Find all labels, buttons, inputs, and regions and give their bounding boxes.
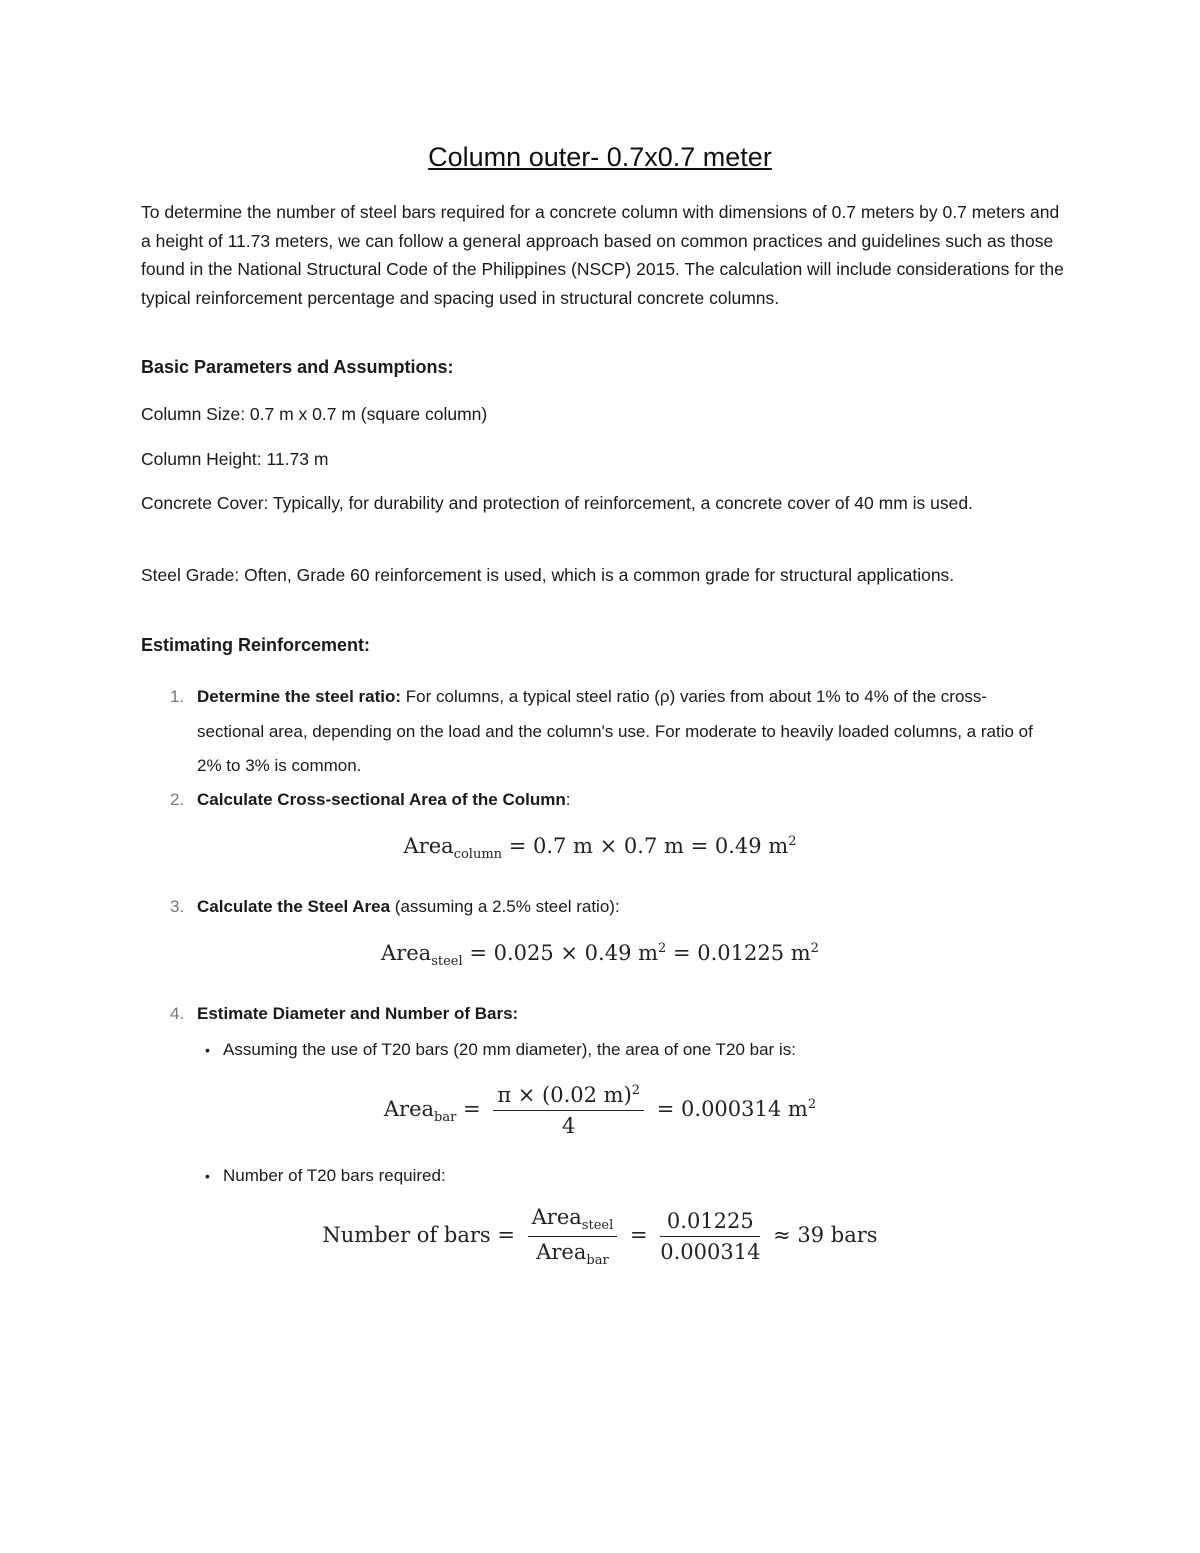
bullet-text: Number of T20 bars required:	[223, 1166, 446, 1185]
step-description: :	[565, 790, 571, 809]
fraction: $\frac{0.01225}{0.000314}$	[660, 1209, 761, 1265]
fraction: $\frac{\pi \times (0.02 m)^2}{4}$	[493, 1083, 644, 1138]
step-bold-label: Estimate Diameter and Number of Bars:	[197, 1004, 519, 1023]
equation-bar-area: Area$_{bar}$ = $\frac{\pi \times (0.02 m)^2}{4}$ = 0.000314 $m^2$	[383, 1083, 817, 1138]
step-description: (assuming a 2.5% steel ratio):	[390, 897, 620, 916]
bullet-text: Assuming the use of T20 bars (20 mm diameter), the area of one T20 bar is:	[223, 1040, 796, 1059]
step-text	[197, 997, 1037, 1032]
bullet-dot: •	[205, 1168, 210, 1184]
concrete-cover-text: Concrete Cover: Typically, for durability and protection of reinforcement, a concrete cover of 40 mm is used.	[141, 493, 973, 513]
page-title: Column outer- 0.7x0.7 meter	[428, 142, 772, 172]
step-bold-label: Calculate the Steel Area	[197, 897, 391, 916]
step-bold-label: Determine the steel ratio:	[197, 687, 402, 706]
step-number: 4.	[170, 1004, 185, 1023]
bullet-dot: •	[205, 1042, 210, 1058]
intro-paragraph: To determine the number of steel bars required for a concrete column with dimensions of 0.7 meters by 0.7 meters and a height of 11.73 meters, we can follow a general approach based on common practices and guidelines such as those found in the National Structural Code of the Philippines (NSCP) 2015. The calculation will include considerations for the typical reinforcement percentage and spacing used in structural concrete columns.	[141, 202, 1064, 308]
equation-number-of-bars: Number of bars = $\frac{Area_{steel}}{Area_{bar}}$ = $\frac{0.01225}{0.000314}$ ≈ 39 bars	[322, 1205, 878, 1269]
equation-steel-area: Area$_{steel}$ = 0.025 × 0.49 $m^2 = 0.01225$ $m^2$	[381, 941, 819, 970]
step-text	[197, 680, 1037, 784]
step-text	[197, 783, 1037, 818]
steel-grade-text: Steel Grade: Often, Grade 60 reinforcement is used, which is a common grade for structural applications.	[141, 565, 955, 585]
column-size-text: Column Size: 0.7 m x 0.7 m (square column)	[141, 404, 488, 424]
estimating-heading: Estimating Reinforcement:	[141, 635, 371, 655]
step-bold-label: Calculate Cross-sectional Area of the Column	[197, 790, 566, 809]
equation-column-area: Area$_{column}$ = 0.7 m × 0.7 m = 0.49 $m^2$	[403, 834, 797, 863]
step-number: 1.	[170, 687, 185, 706]
step-number: 3.	[170, 897, 185, 916]
step-number: 2.	[170, 790, 185, 809]
step-description: For columns, a typical steel ratio (ρ) varies from about 1% to 4% of the cross-sectional area, depending on the load and the column's use. For moderate to heavily loaded columns, a ratio of 2% to 3% is common.	[197, 687, 1033, 775]
column-height-text: Column Height: 11.73 m	[141, 449, 329, 469]
step-text	[197, 890, 1037, 925]
basic-parameters-heading: Basic Parameters and Assumptions:	[141, 357, 454, 377]
fraction: $\frac{Area_{steel}}{Area_{bar}}$	[528, 1205, 618, 1268]
